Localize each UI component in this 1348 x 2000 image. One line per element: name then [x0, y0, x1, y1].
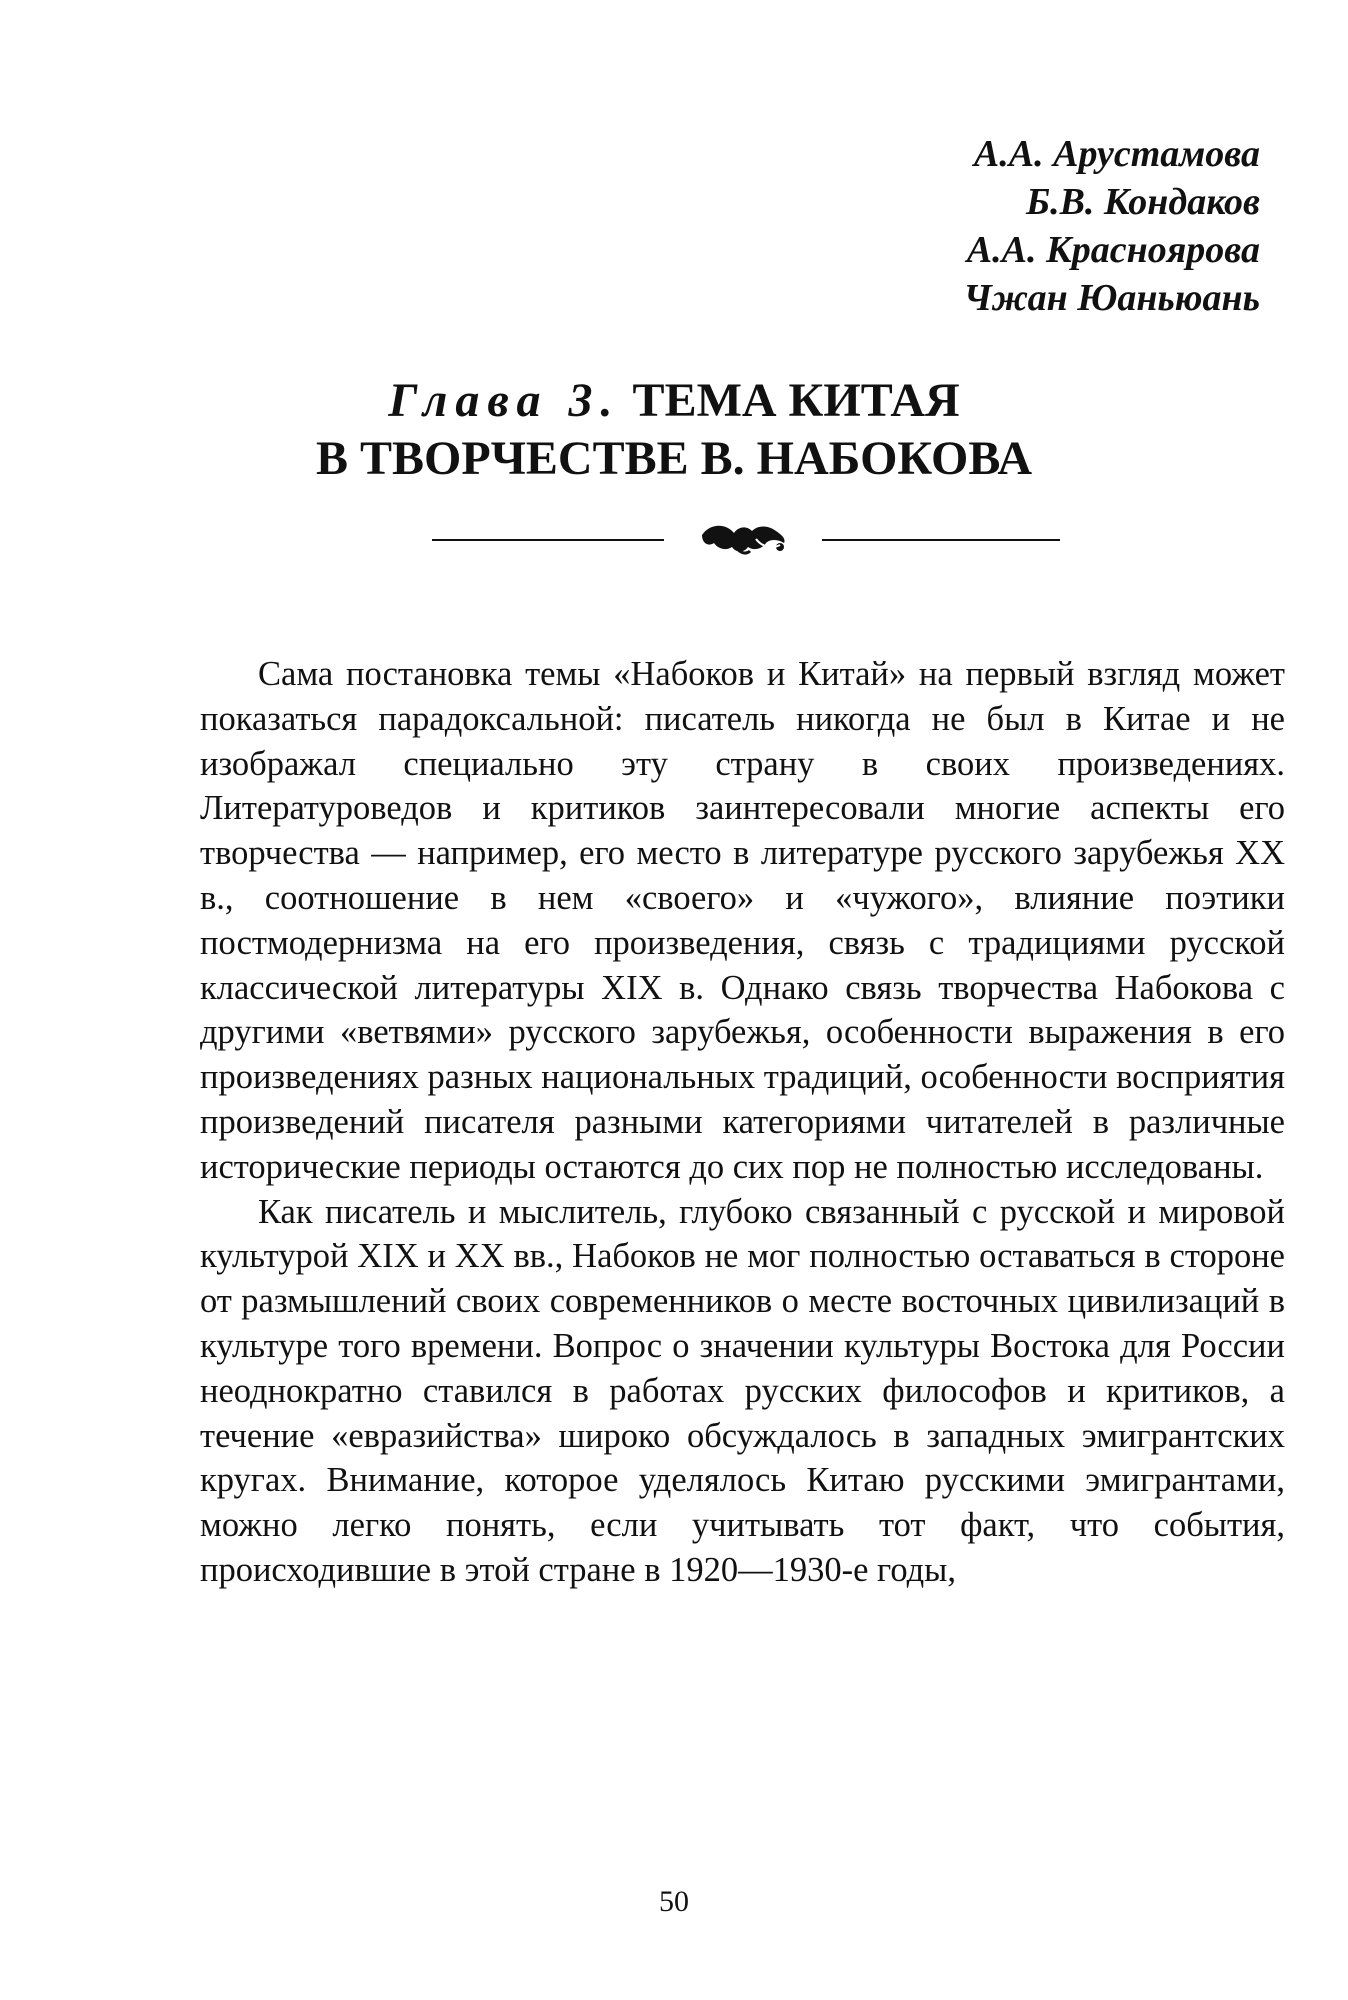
- chapter-heading: [0, 372, 1348, 488]
- fleuron-ornament-icon: [696, 517, 790, 557]
- author-name: А.А. Краснoярова: [966, 229, 1260, 271]
- page-number: 50: [659, 1885, 689, 1918]
- paragraph: Сама постановка темы «Набоков и Китай» на первый взгляд может показаться парадоксальной: писатель никогда не был в Китае и не изображал специально эту страну в своих произведениях. Литературоведов и критиков заинтересовали многие аспекты его творчества — например, его место в литературе русского зарубежья XX в., соотношение в нем «своего» и «чужого», влияние поэтики постмодернизма на его произведения, связь с традициями русской классической литературы XIX в. Однако связь творчества Набокова с другими «ветвями» русского зарубежья, особенности выражения в его произведениях разных национальных традиций, особенности восприятия произведений писателя разными категориями читателей в различные исторические периоды остаются до сих пор не полностью исследованы.: [200, 655, 1285, 1186]
- divider-rule-right: [822, 539, 1060, 541]
- author-name: Б.В. Кондаков: [1025, 181, 1260, 223]
- author-list: [963, 130, 1260, 322]
- chapter-title-line-2: В ТВОРЧЕСТВЕ В. НАБОКОВА: [315, 432, 1032, 485]
- divider-rule-left: [432, 539, 664, 541]
- author-name: Чжан Юаньюань: [963, 277, 1260, 319]
- chapter-title-line-1: ТЕМА КИТАЯ: [632, 374, 960, 427]
- chapter-divider: [0, 513, 1348, 553]
- paragraph: Как писатель и мыслитель, глубоко связанный с русской и мировой культурой XIX и XX вв., Набоков не мог полностью оставаться в стороне от размышлений своих современников о месте восточных цивилизаций в культуре того времени. Вопрос о значении культуры Востока для России неоднократно ставился в работах русских философов и критиков, а течение «евразийства» широко обсуждалось в западных эмигрантских кругах. Внимание, которое уделялось Китаю русскими эмигрантами, можно легко понять, если учитывать тот факт, что события, происходившие в этой стране в 1920—1930-е годы,: [200, 1192, 1285, 1589]
- chapter-heading-line-1: [0, 372, 1348, 430]
- chapter-label: Глава 3.: [388, 374, 621, 427]
- author-name: А.А. Арустамова: [973, 133, 1260, 175]
- body-text: [200, 652, 1285, 1593]
